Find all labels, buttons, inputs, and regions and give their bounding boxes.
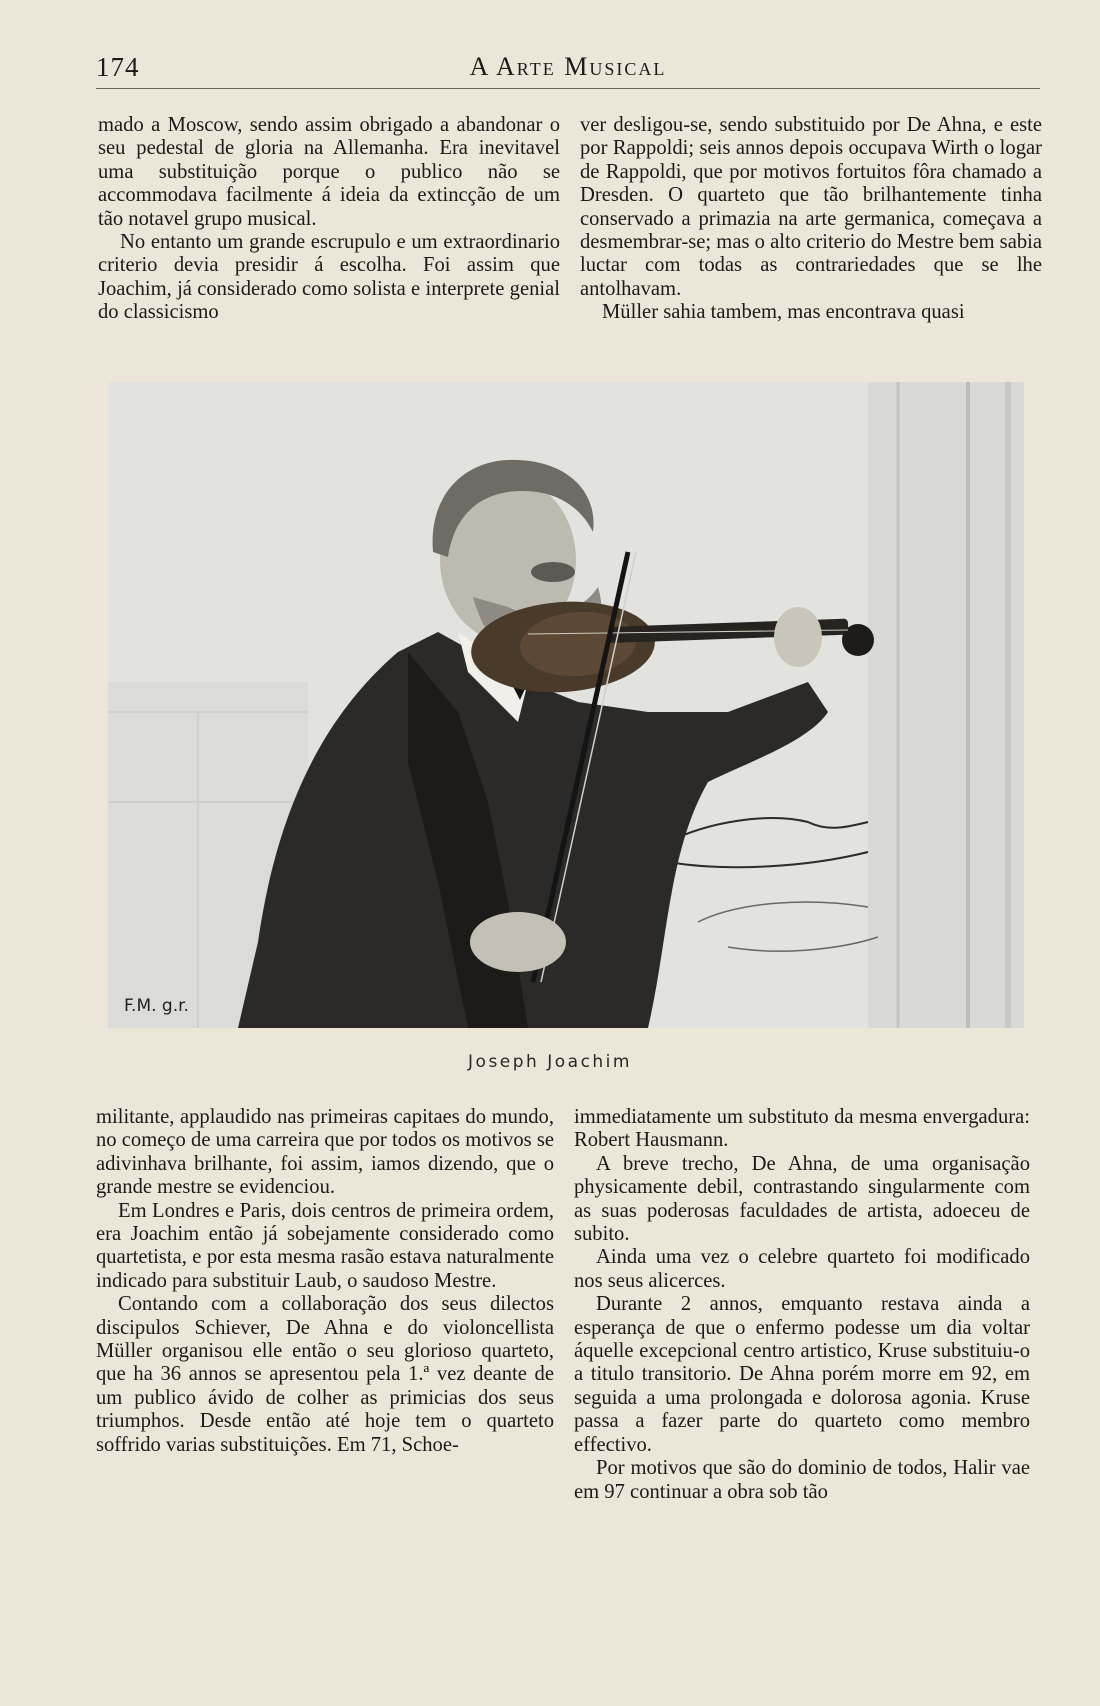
paragraph: Contando com a collaboração dos seus dilectos discipulos Schiever, De Ahna e do violoncellista Müller organisou elle então o seu glorioso quarteto, que ha 36 annos se apresentou pela 1.ª vez deante de um publico ávido de colher as primicias dos seus triumphos. Desde então até hoje tem o quarteto soffrido varias substituições. Em 71, Schoe-: [96, 1293, 554, 1456]
paragraph: Durante 2 annos, emquanto restava ainda a esperança de que o enfermo podesse um dia voltar áquelle excepcional centro artistico, Kruse substituiu-o a titulo transitorio. De Ahna porém morre em 92, em seguida a uma prolongada e dolorosa agonia. Kruse passa a fazer parte do quarteto como membro effectivo.: [574, 1293, 1030, 1456]
paragraph: No entanto um grande escrupulo e um extraordinario criterio devia presidir á escolha. Foi assim que Joachim, já considerado como solista e interprete genial do classicismo: [98, 231, 560, 324]
paragraph: mado a Moscow, sendo assim obrigado a abandonar o seu pedestal de gloria na Allemanha. Era inevitavel uma substituição porque o publico não se accommodava facilmente á ideia da extincção de um tão notavel grupo musical.: [98, 114, 560, 230]
column-top-left: [98, 114, 560, 325]
engraver-initials: F.M. g.r.: [124, 996, 189, 1016]
column-bottom-left: [96, 1106, 554, 1457]
portrait-photo: [108, 382, 1024, 1028]
violinist-illustration: [108, 382, 1024, 1028]
paragraph: militante, applaudido nas primeiras capitaes do mundo, no começo de uma carreira que por todos os motivos se adivinhava brilhante, foi assim, iamos dizendo, que o grande mestre se evidenciou.: [96, 1106, 554, 1199]
page-header: [96, 50, 1040, 89]
paragraph: Müller sahia tambem, mas encontrava quasi: [602, 301, 965, 324]
paragraph: Por motivos que são do dominio de todos, Halir vae em 97 continuar a obra sob tão: [574, 1457, 1030, 1503]
paragraph: A breve trecho, De Ahna, de uma organisação physicamente debil, contrastando singularmente com as suas poderosas faculdades de artista, adoeceu de subito.: [574, 1152, 1030, 1246]
page-number: 174: [96, 52, 140, 82]
paragraph: Ainda uma vez o celebre quarteto foi modificado nos seus alicerces.: [574, 1246, 1030, 1292]
column-top-right: [580, 114, 1042, 325]
paragraph: Em Londres e Paris, dois centros de primeira ordem, era Joachim então já sobejamente considerado como quartetista, e por esta mesma rasão estava naturalmente indicado para substituir Laub, o saudoso Mestre.: [96, 1199, 554, 1292]
paragraph: ver desligou-se, sendo substituido por De Ahna, e este por Rappoldi; seis annos depois occupava Wirth o logar de Rappoldi, que por motivos fortuitos fôra chamado a Dresden. O quarteto que tão brilhantemente tinha conservado a primazia na arte germanica, começava a desmembrar-se; mas o alto criterio do Mestre bem sabia luctar com todas as contrariedades que se lhe antolhavam.: [580, 114, 1042, 300]
paragraph: immediatamente um substituto da mesma envergadura: Robert Hausmann.: [574, 1106, 1030, 1152]
running-title: A Arte Musical: [469, 52, 667, 81]
column-bottom-right: [574, 1106, 1030, 1504]
photo-caption: Joseph Joachim: [468, 1052, 632, 1072]
